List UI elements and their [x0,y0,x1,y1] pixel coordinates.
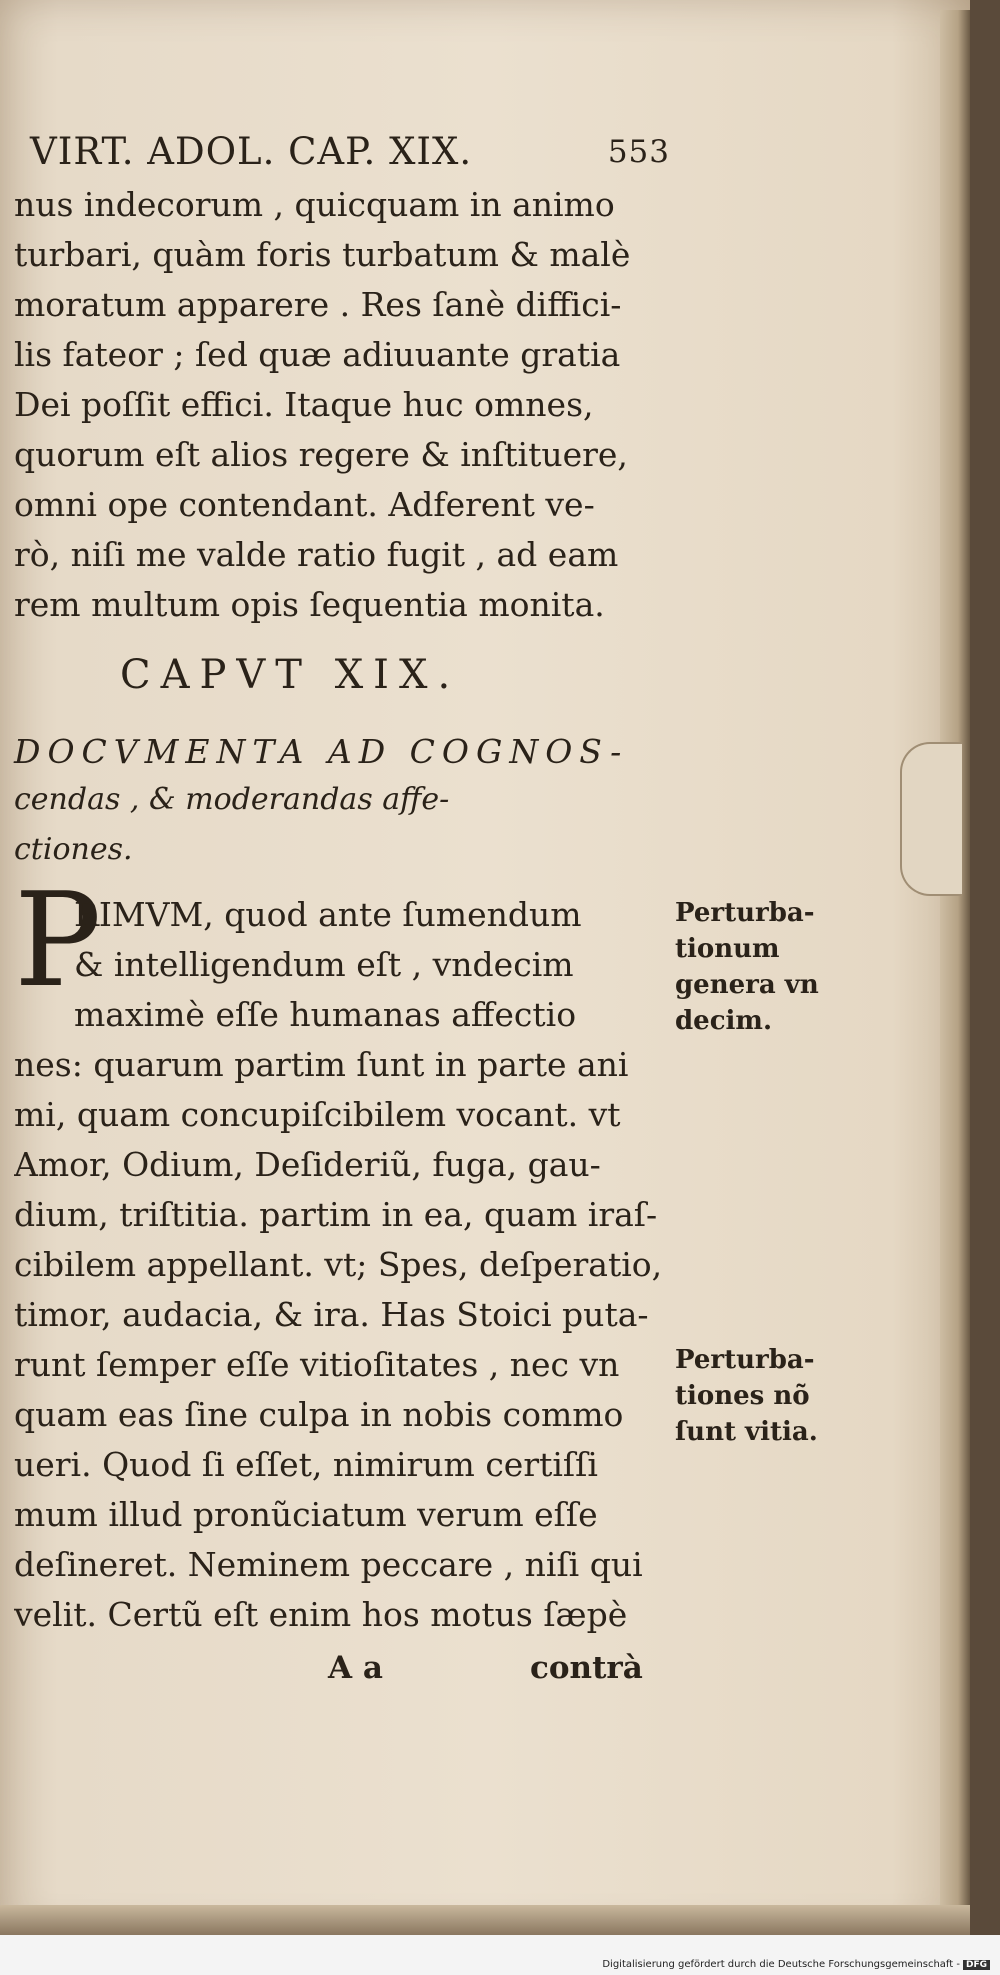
margin-note-line: genera vn [675,970,819,1000]
footer-strip [0,1935,1000,1975]
margin-note-line: Perturba- [675,898,815,928]
catchword: contrà [530,1650,643,1686]
text-line: RIMVM, quod ante ſumendum [74,895,582,934]
signature-mark: A a [328,1650,383,1686]
page-bottom-edge [0,1905,970,1935]
chapter-heading: CAPVT XIX. [120,652,461,698]
text-line: deſineret. Neminem peccare , niſi qui [14,1545,643,1584]
page-tab-mark [900,742,962,896]
footer-credit [602,1959,990,1970]
text-line: velit. Certũ eſt enim hos motus ſæpè [14,1595,628,1634]
margin-note-line: Perturba- [675,1345,815,1375]
text-line: quorum eſt alios regere & inſtituere, [14,435,628,474]
text-line: Dei poſſit effici. Itaque huc omnes, [14,385,594,424]
running-head-title: VIRT. ADOL. CAP. XIX. [30,130,473,173]
text-line: timor, audacia, & ira. Has Stoici puta- [14,1295,649,1334]
text-line: runt ſemper eſſe vitioſitates , nec vn [14,1345,620,1384]
page-number: 553 [607,134,670,170]
drop-capital: P [14,864,102,1016]
text-line: ueri. Quod ſi eſſet, nimirum certiſſi [14,1445,598,1484]
text-line: dium, triſtitia. partim in ea, quam iraſ- [14,1195,658,1234]
text-line: nus indecorum , quicquam in animo [14,185,615,224]
footer-credit-text: Digitalisierung gefördert durch die Deutsche Forschungsgemeinschaft - [602,1959,960,1970]
text-line: maximè eſſe humanas affectio [74,995,577,1034]
margin-note-line: tionum [675,934,780,964]
text-line: omni ope contendant. Adferent ve- [14,485,595,524]
document-title-line: cendas , & moderandas affe- [14,782,450,817]
running-head [30,130,670,180]
text-line: quam eas ſine culpa in nobis commo [14,1395,624,1434]
document-title-line: DOCVMENTA AD COGNOS- [14,732,629,771]
text-line: rem multum opis ſequentia monita. [14,585,605,624]
text-line: cibilem appellant. vt; Spes, deſperatio, [14,1245,663,1284]
margin-note [675,895,855,1039]
margin-note-line: tiones nõ [675,1381,810,1411]
text-line: lis fateor ; ſed quæ adiuuante gratia [14,335,621,374]
text-line: moratum apparere . Res ſanè diffici- [14,285,622,324]
text-line: & intelligendum eſt , vndecim [74,945,574,984]
dfg-logo: DFG [963,1960,990,1970]
margin-note [675,1342,855,1450]
text-line: turbari, quàm foris turbatum & malè [14,235,631,274]
text-line: rò, niſi me valde ratio fugit , ad eam [14,535,619,574]
page-edge [940,10,970,1930]
margin-note-line: decim. [675,1006,772,1036]
text-line: Amor, Odium, Deſideriũ, fuga, gau- [14,1145,601,1184]
text-line: mum illud pronũciatum verum eſſe [14,1495,598,1534]
text-line: nes: quarum partim ſunt in parte ani [14,1045,629,1084]
text-line: mi, quam concupiſcibilem vocant. vt [14,1095,621,1134]
document-title-line: ctiones. [14,832,133,867]
margin-note-line: ſunt vitia. [675,1417,818,1447]
